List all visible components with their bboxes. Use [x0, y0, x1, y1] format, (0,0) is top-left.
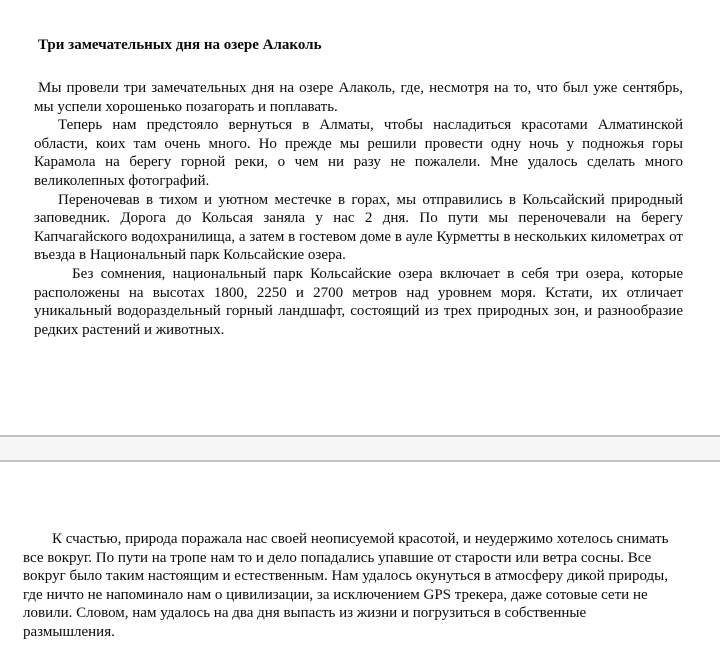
paragraph-kolsay-lakes: Без сомнения, национальный парк Кольсайские озера включает в себя три озера, которые расположены на высотах 1800, 2250 и 2700 метров над уровнем моря. Кстати, их отличает уникальный водораздельный горный ландшафт, состоящий из трех природных зон, и разнообразие редких растений и животных. [34, 265, 683, 338]
paragraph-nature: К счастью, природа поражала нас своей неописуемой красотой, и неудержимо хотелось снимать все вокруг. По пути на тропе нам то и дело попадались упавшие от старости или ветра сосны. Все вокруг было таким настоящим и естественным. Нам удалось окунуться в атмосферу дикой природы, где ничто не напоминало нам о цивилизации, за исключением GPS трекера, даже сотовые сети не ловили. Словом, нам удалось на два дня выпасть из жизни и погрузиться в собственные размышления. [23, 531, 669, 640]
document-title: Три замечательных дня на озере Алаколь [38, 37, 322, 53]
page-2 [0, 462, 720, 650]
paragraph-kolsay-trip: Переночевав в тихом и уютном местечке в горах, мы отправились в Кольсайский природный заповедник. Дорога до Кольсая заняла у нас 2 дня. По пути мы переночевали на берегу Капчагайского водохранилища, а затем в гостевом доме в ауле Курметты в нескольких километрах от въезда в Национальный парк Кольсайские озера. [34, 191, 683, 264]
paragraph-intro: Мы провели три замечательных дня на озере Алаколь, где, несмотря на то, что был уже сентябрь, мы успели хорошенько позагорать и поплавать. [34, 80, 683, 115]
paragraph-almaty: Теперь нам предстояло вернуться в Алматы, чтобы насладиться красотами Алматинской области, коих там очень много. Но прежде мы решили провести одну ночь у подножья горы Карамола на берегу горной реки, о чем ни разу не пожалели. Мне удалось сделать много великолепных фотографий. [34, 117, 683, 189]
page-break-gutter [0, 437, 720, 462]
